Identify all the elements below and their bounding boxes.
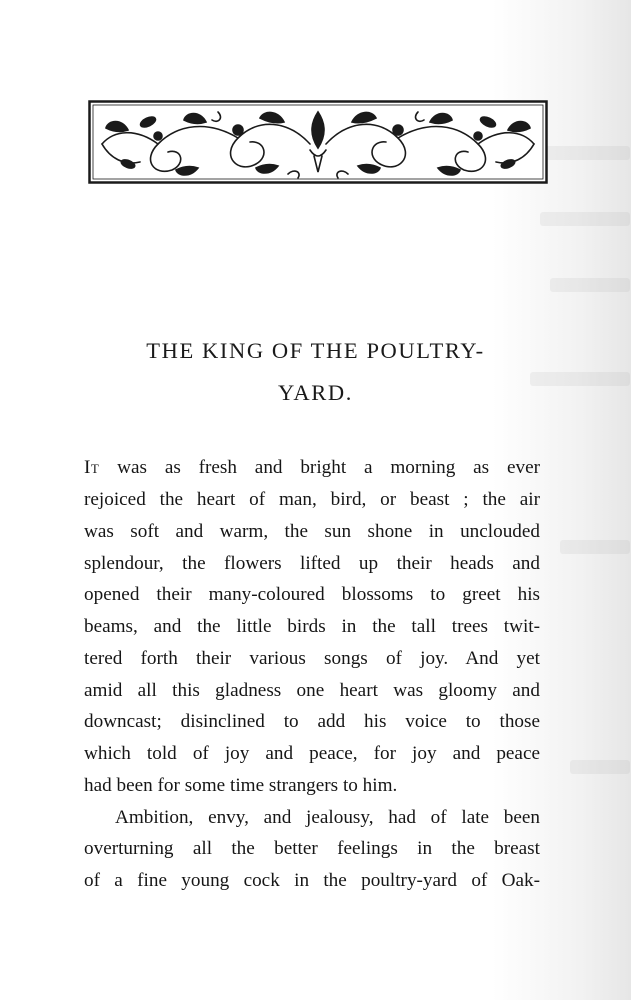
bleed-through-mark — [570, 760, 630, 774]
text-line: overturning all the better feelings in the breast — [84, 838, 540, 859]
text-line: downcast; disinclined to add his voice to those — [84, 711, 540, 732]
bleed-through-mark — [560, 540, 630, 554]
chapter-title-line-2: YARD. — [278, 380, 353, 405]
text-line: beams, and the little birds in the tall trees twit- — [84, 616, 540, 637]
text-line: which told of joy and peace, for joy and peace — [84, 743, 540, 764]
text-line: tered forth their various songs of joy. And yet — [84, 648, 540, 669]
text-line — [84, 455, 540, 481]
text-line: opened their many-coloured blossoms to greet his — [84, 584, 540, 605]
text-line: amid all this gladness one heart was gloomy and — [84, 680, 540, 701]
text-line: had been for some time strangers to him. — [84, 775, 398, 796]
opening-word: It — [84, 457, 100, 478]
bleed-through-mark — [540, 212, 630, 226]
text-line: splendour, the flowers lifted up their heads and — [84, 553, 540, 574]
floral-ornament-icon — [88, 100, 548, 184]
text-line: was soft and warm, the sun shone in unclouded — [84, 521, 540, 542]
text-line-content: was as fresh and bright a morning as ever — [99, 457, 540, 478]
text-line: of a fine young cock in the poultry-yard of Oak- — [84, 870, 540, 891]
chapter-title-line-1: THE KING OF THE POULTRY- — [146, 338, 485, 363]
text-line: rejoiced the heart of man, bird, or beast ; the air — [84, 489, 540, 510]
bleed-through-mark — [550, 278, 630, 292]
text-line: Ambition, envy, and jealousy, had of late been — [115, 807, 540, 828]
